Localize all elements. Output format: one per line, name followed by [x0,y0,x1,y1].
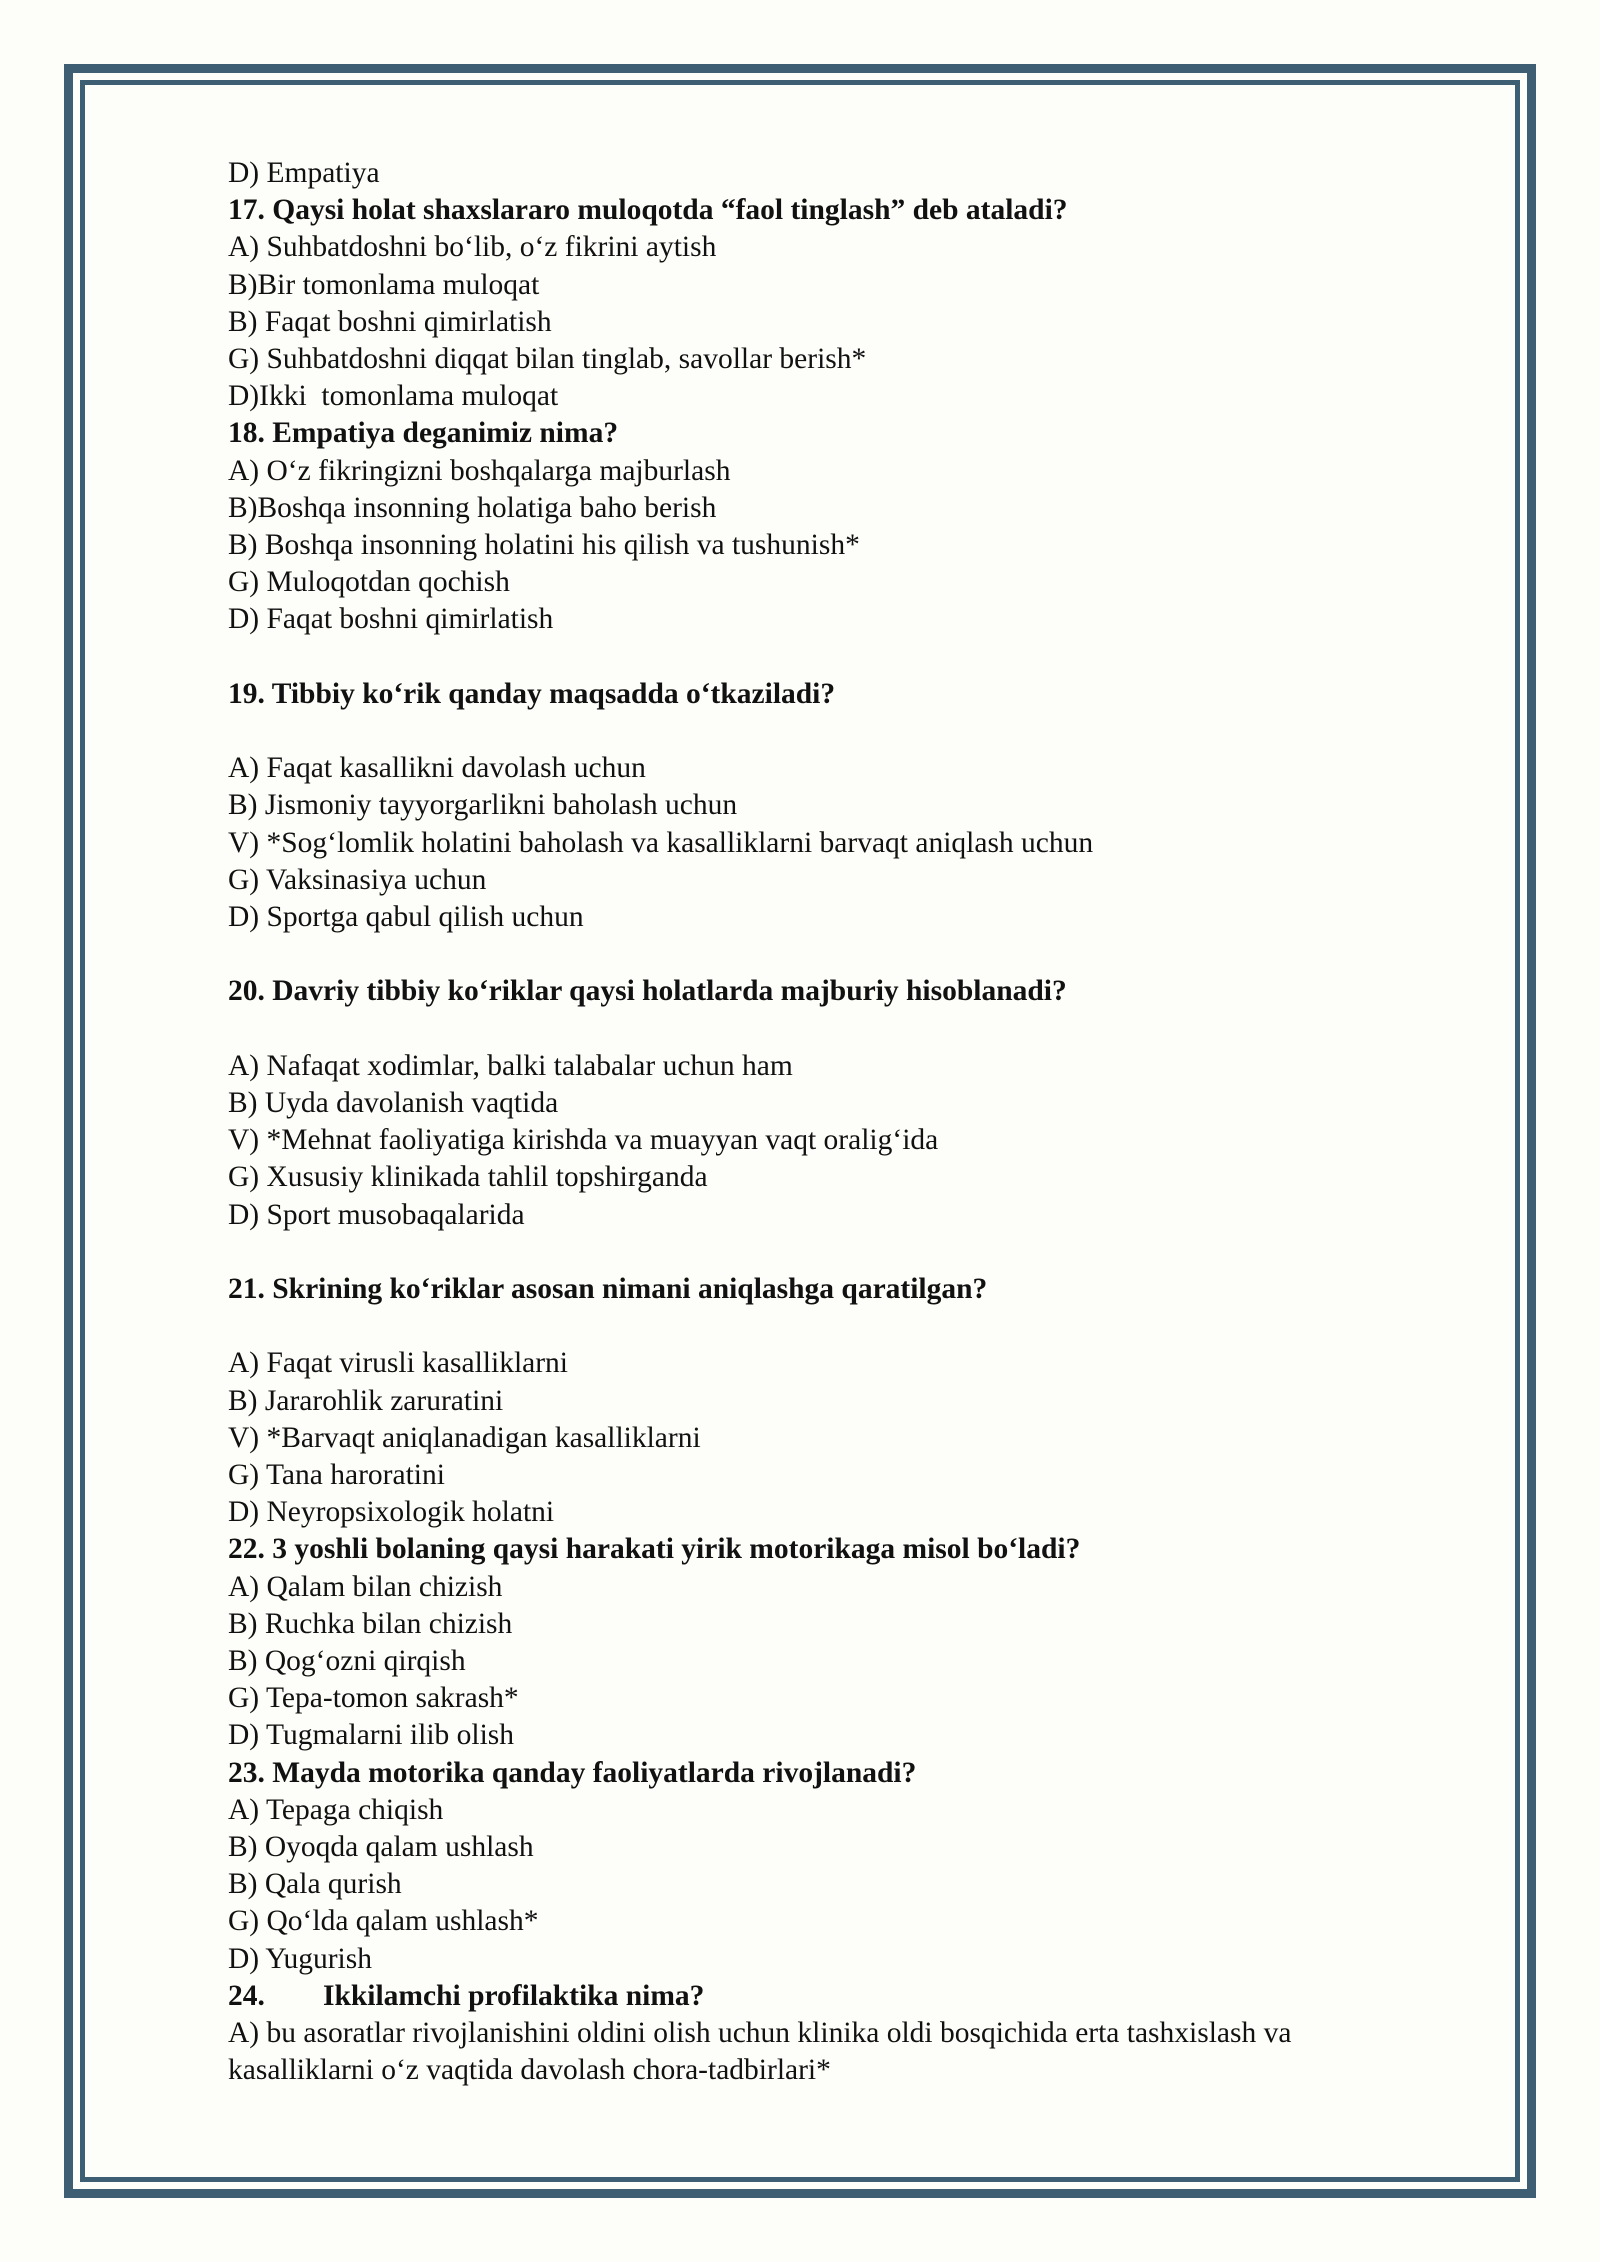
question-23-option: B) Oyoqda qalam ushlash [228,1831,534,1864]
question-19-option: V) *Sog‘lomlik holatini baholash va kasalliklarni barvaqt aniqlash uchun [228,826,1094,859]
question-23-title: 23. Mayda motorika qanday faoliyatlarda rivojlanadi? [228,1756,917,1789]
question-21-title: 21. Skrining ko‘riklar asosan nimani aniqlashga qaratilgan? [228,1273,988,1306]
question-20-option: A) Nafaqat xodimlar, balki talabalar uchun ham [228,1049,793,1082]
question-20-title: 20. Davriy tibbiy ko‘riklar qaysi holatlarda majburiy hisoblanadi? [228,975,1067,1008]
question-19-option: A) Faqat kasallikni davolash uchun [228,752,646,785]
question-20 [228,973,1408,1233]
question-22-option: G) Tepa-tomon sakrash* [228,1682,519,1715]
question-19-title: 19. Tibbiy ko‘rik qanday maqsadda o‘tkaziladi? [228,677,836,710]
question-17-option: B) Faqat boshni qimirlatish [228,305,552,338]
spacer [228,1308,1408,1345]
question-19-option: D) Sportga qabul qilish uchun [228,901,584,934]
question-18-option: D) Faqat boshni qimirlatish [228,603,554,636]
prev-question-option-d: D) Empatiya [228,157,380,189]
question-17-option: D)Ikki tomonlama muloqat [228,380,559,413]
question-18 [228,415,1408,638]
question-20-option: G) Xususiy klinikada tahlil topshirganda [228,1161,708,1194]
question-24 [228,1978,1408,2090]
question-18-option: G) Muloqotdan qochish [228,566,510,599]
question-18-option: B)Boshqa insonning holatiga baho berish [228,491,717,524]
question-21-option: B) Jararohlik zaruratini [228,1384,504,1417]
question-17-option: G) Suhbatdoshni diqqat bilan tinglab, savollar berish* [228,343,867,376]
spacer [228,639,1408,676]
document-body [228,155,1408,2089]
spacer [228,713,1408,750]
question-19-option: G) Vaksinasiya uchun [228,863,487,896]
question-20-option: B) Uyda davolanish vaqtida [228,1087,559,1120]
question-21-option: A) Faqat virusli kasalliklarni [228,1347,568,1380]
question-24-number: 24. [228,1979,265,2012]
question-22 [228,1531,1408,1754]
question-24-title-row [228,1978,1408,2015]
question-24-title: Ikkilamchi profilaktika nima? [323,1979,705,2012]
question-21-option: V) *Barvaqt aniqlanadigan kasalliklarni [228,1421,701,1454]
question-23-option: B) Qala qurish [228,1868,402,1901]
question-23-option: A) Tepaga chiqish [228,1793,444,1826]
question-20-option: D) Sport musobaqalarida [228,1198,525,1231]
question-17-option: B)Bir tomonlama muloqat [228,268,540,301]
question-22-option: B) Ruchka bilan chizish [228,1607,513,1640]
question-21-option: D) Neyropsixologik holatni [228,1496,555,1529]
question-17-title: 17. Qaysi holat shaxslararo muloqotda “faol tinglash” deb ataladi? [228,194,1068,227]
question-19-option: B) Jismoniy tayyorgarlikni baholash uchun [228,789,738,822]
question-23-option: D) Yugurish [228,1942,372,1975]
question-23-option: G) Qo‘lda qalam ushlash* [228,1905,539,1938]
spacer [228,1011,1408,1048]
question-18-option: B) Boshqa insonning holatini his qilish va tushunish* [228,529,860,562]
question-18-option: A) O‘z fikringizni boshqalarga majburlash [228,454,731,487]
question-21-option: G) Tana haroratini [228,1459,445,1492]
question-21 [228,1271,1408,1531]
question-17 [228,192,1408,415]
question-22-option: B) Qog‘ozni qirqish [228,1645,466,1678]
question-20-option: V) *Mehnat faoliyatiga kirishda va muayyan vaqt oralig‘ida [228,1124,939,1157]
question-22-option: D) Tugmalarni ilib olish [228,1719,515,1752]
question-22-option: A) Qalam bilan chizish [228,1570,503,1603]
question-23 [228,1755,1408,1978]
spacer [228,1234,1408,1271]
question-18-title: 18. Empatiya deganimiz nima? [228,417,619,450]
question-22-title: 22. 3 yoshli bolaning qaysi harakati yirik motorikaga misol bo‘ladi? [228,1533,1081,1566]
spacer [228,936,1408,973]
question-24-option: A) bu asoratlar rivojlanishini oldini olish uchun klinika oldi bosqichida erta tashxislash va kasalliklarni o‘z vaqtida davolash chora-tadbirlari* [228,2017,1292,2087]
question-17-option: A) Suhbatdoshni bo‘lib, o‘z fikrini aytish [228,231,717,264]
question-19 [228,676,1408,936]
